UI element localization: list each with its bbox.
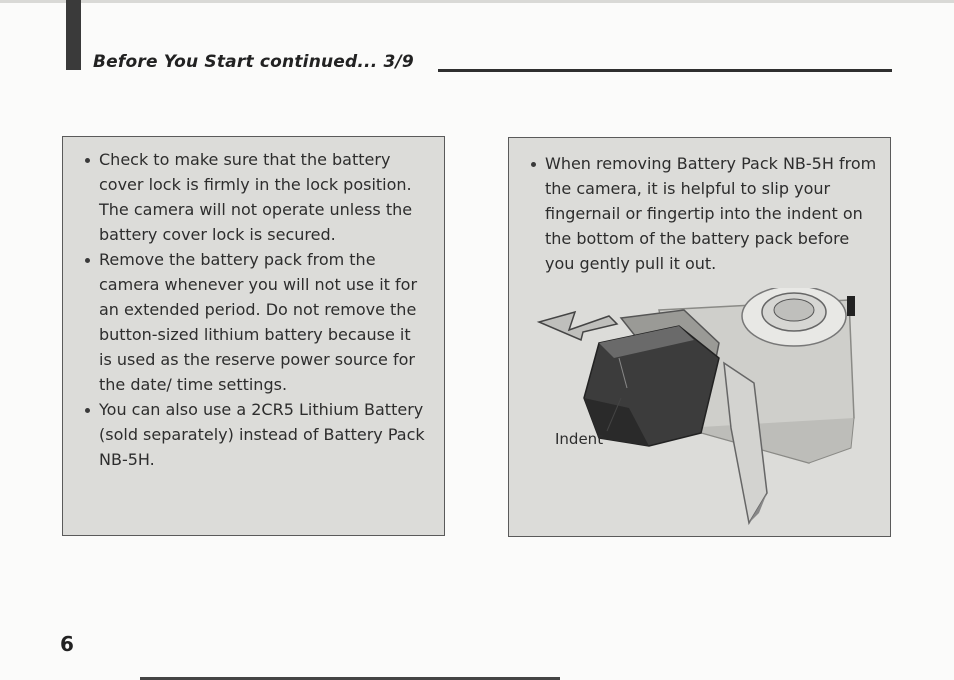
bullet-icon [85, 258, 90, 263]
bullet-item [83, 147, 428, 247]
indent-callout-label: Indent [555, 430, 604, 448]
section-title: Before You Start continued... 3/9 [93, 52, 414, 72]
bullet-list-right [529, 151, 879, 276]
bullet-item [529, 151, 879, 276]
notes-panel-left [62, 136, 445, 536]
bullet-text: You can also use a 2CR5 Lithium Battery (sold separately) instead of Battery Pack NB-5H. [99, 400, 425, 469]
bullet-icon [85, 408, 90, 413]
bullet-item [83, 247, 428, 397]
bullet-text: Check to make sure that the battery cover lock is firmly in the lock position. The camera will not operate unless the battery cover lock is secured. [99, 150, 413, 244]
page-number: 6 [60, 632, 74, 656]
bullet-text: Remove the battery pack from the camera whenever you will not use it for an extended period. Do not remove the button-sized lithium battery because it is used as the reserve power source for the date/ time settings. [99, 250, 418, 394]
top-rule [0, 0, 954, 3]
bullet-icon [85, 158, 90, 163]
camera-battery-removal-illustration [509, 288, 889, 538]
bullet-list-left [83, 147, 428, 472]
notes-panel-right [508, 137, 891, 537]
bullet-text: When removing Battery Pack NB-5H from the camera, it is helpful to slip your fingernail or fingertip into the indent on the bottom of the battery pack before you gently pull it out. [545, 154, 877, 273]
section-marker-bar [66, 0, 81, 70]
bullet-item [83, 397, 428, 472]
bullet-icon [531, 162, 536, 167]
header-rule [438, 69, 892, 72]
